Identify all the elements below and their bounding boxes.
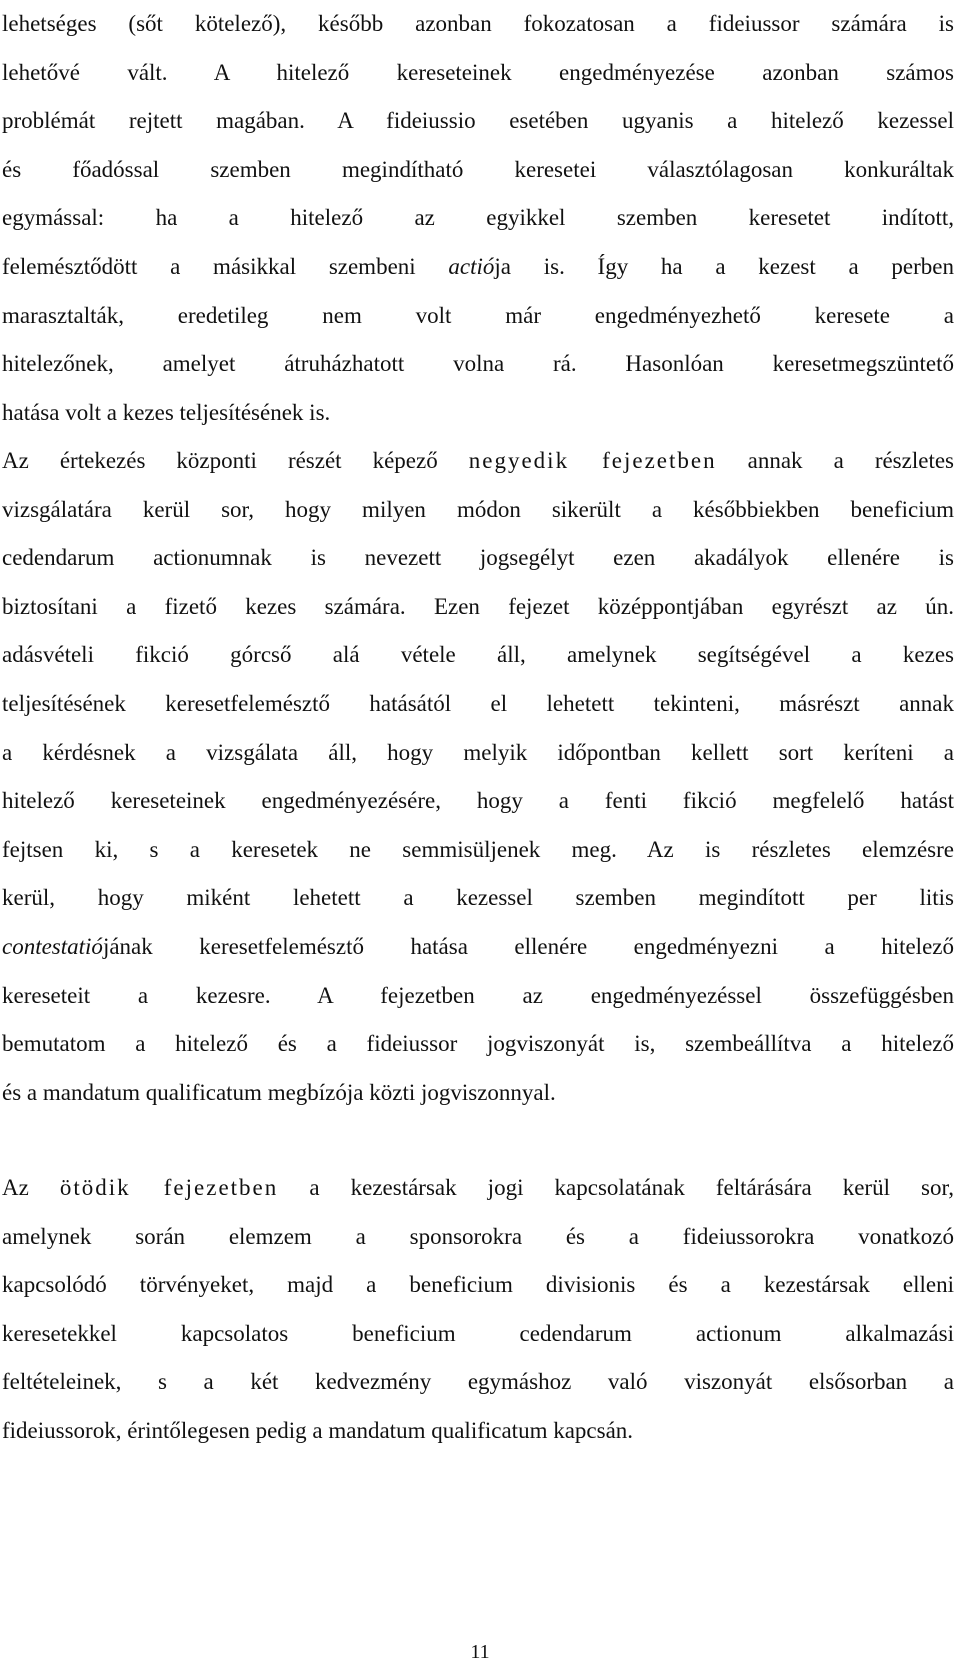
paragraph-2 (2, 437, 954, 1117)
text-line: hitelező kereseteinek engedményezésére, hogy a fenti fikció megfelelő hatást (2, 788, 954, 814)
text-line: biztosítani a fizető kezes számára. Ezen fejezet középpontjában egyrészt az ún. (2, 593, 954, 619)
text-run: a kezestársak jogi kapcsolatának feltárására kerül sor, (278, 1175, 954, 1200)
paragraph-3 (2, 1164, 954, 1456)
text-line: hitelezőnek, amelyet átruházhatott volna rá. Hasonlóan keresetmegszüntető (2, 351, 954, 377)
text-line (2, 243, 954, 292)
text-line (2, 437, 954, 486)
italic-term: actió (448, 253, 495, 279)
text-line: fejtsen ki, s a keresetek ne semmisüljenek meg. Az is részletes elemzésre (2, 836, 954, 862)
text-line: fideiussorok, érintőlegesen pedig a mandatum qualificatum kapcsán. (2, 1417, 634, 1443)
text-line: marasztalták, eredetileg nem volt már engedményezhető keresete a (2, 302, 954, 328)
paragraph-1 (2, 0, 954, 437)
text-line: lehetséges (sőt kötelező), később azonban fokozatosan a fideiussor számára is (2, 11, 954, 36)
text-run: jának keresetfelemésztő hatása ellenére engedményezni a hitelező (102, 933, 954, 959)
text-line (2, 923, 954, 972)
text-line: bemutatom a hitelező és a fideiussor jogviszonyát is, szembeállítva a hitelező (2, 1031, 954, 1057)
text-line: problémát rejtett magában. A fideiussio esetében ugyanis a hitelező kezessel (2, 108, 954, 134)
text-line: cedendarum actionumnak is nevezett jogsegélyt ezen akadályok ellenére is (2, 545, 954, 571)
text-line: amelynek során elemzem a sponsorokra és a fideiussorokra vonatkozó (2, 1223, 954, 1249)
spaced-heading-ref: negyedik fejezetben (468, 448, 717, 473)
text-line: kapcsolódó törvényeket, majd a beneficium divisionis és a kezestársak elleni (2, 1272, 954, 1298)
text-line: és főadóssal szemben megindítható keresetei választólagosan konkuráltak (2, 156, 954, 182)
text-run: annak a részletes (716, 448, 954, 473)
italic-term: contestatió (2, 933, 103, 959)
text-line: kereseteit a kezesre. A fejezetben az engedményezéssel összefüggésben (2, 982, 954, 1008)
text-line (2, 1164, 954, 1213)
text-line: vizsgálatára kerül sor, hogy milyen módon sikerült a későbbiekben beneficium (2, 496, 954, 522)
text-run: felemésztődött a másikkal szembeni (2, 253, 449, 279)
text-line: és a mandatum qualificatum megbízója közti jogviszonnyal. (2, 1079, 556, 1105)
page-number: 11 (470, 1641, 490, 1663)
text-line: egymással: ha a hitelező az egyikkel szemben keresetet indított, (2, 205, 954, 231)
spaced-heading-ref: ötödik fejezetben (59, 1175, 279, 1200)
text-line: feltételeinek, s a két kedvezmény egymáshoz való viszonyát elsősorban a (2, 1369, 954, 1395)
text-line: lehetővé vált. A hitelező kereseteinek engedményezése azonban számos (2, 59, 954, 85)
text-line: hatása volt a kezes teljesítésének is. (2, 399, 331, 425)
text-run: ja is. Így ha a kezest a perben (494, 253, 954, 279)
text-line: a kérdésnek a vizsgálata áll, hogy melyik időpontban kellett sort keríteni a (2, 739, 954, 765)
text-line: adásvételi fikció górcső alá vétele áll, amelynek segítségével a kezes (2, 642, 954, 668)
text-line: kerül, hogy miként lehetett a kezessel szemben megindított per litis (2, 885, 954, 911)
text-line: teljesítésének keresetfelemésztő hatásától el lehetett tekinteni, másrészt annak (2, 690, 954, 716)
text-line: keresetekkel kapcsolatos beneficium cedendarum actionum alkalmazási (2, 1320, 954, 1346)
text-run: Az értekezés központi részét képező (2, 448, 469, 473)
text-run: Az (2, 1175, 60, 1200)
